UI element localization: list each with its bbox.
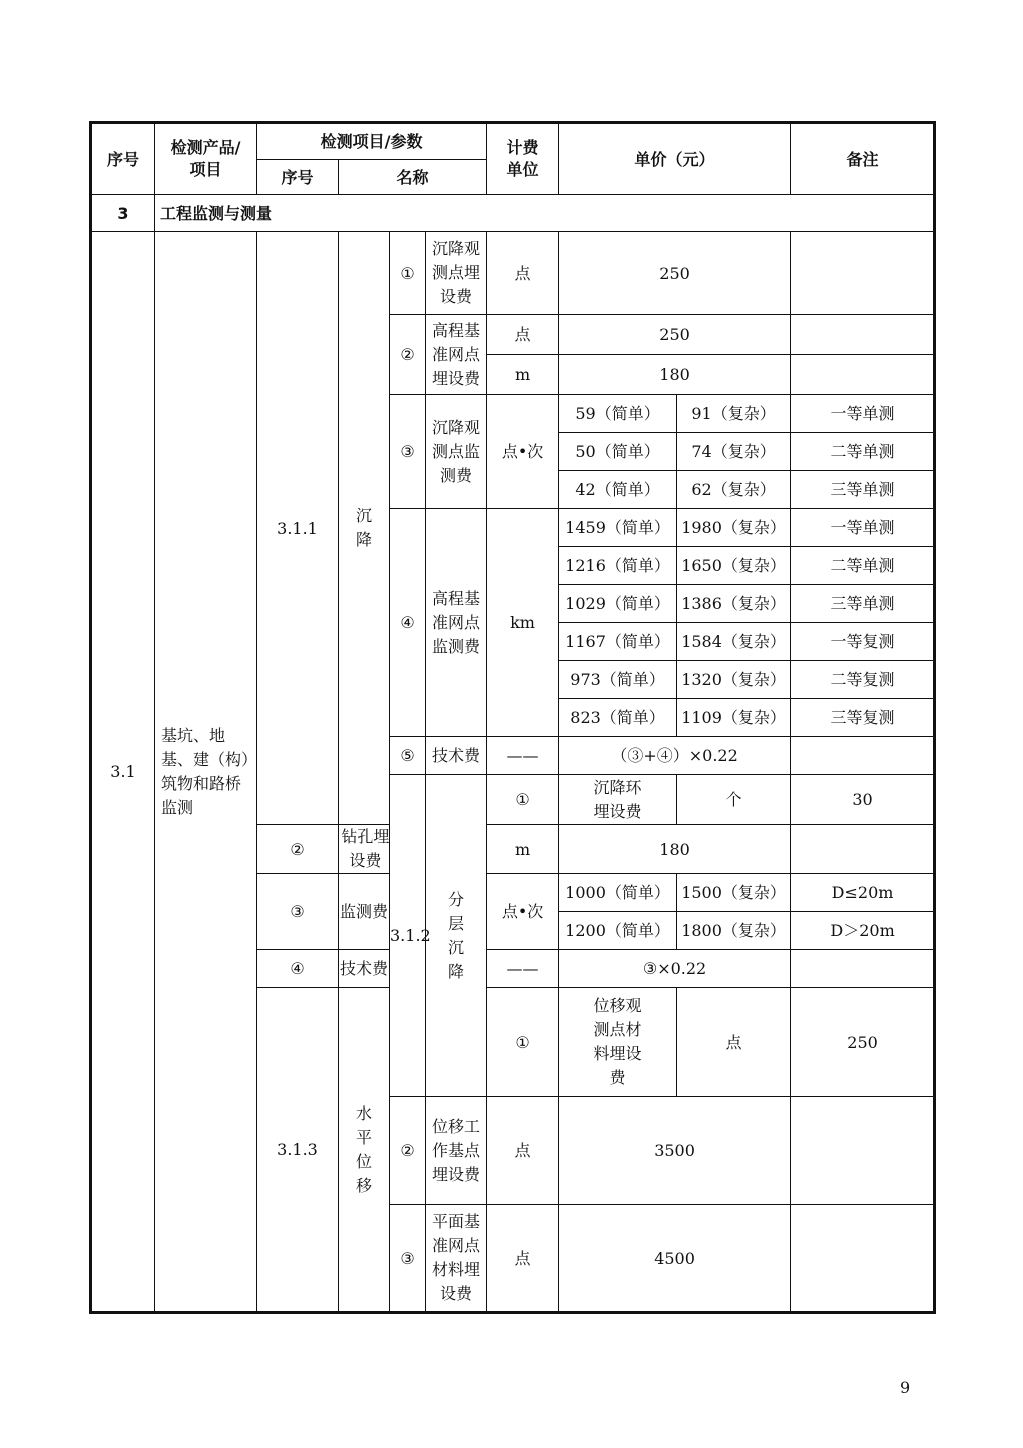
price-complex: 1650（复杂） [677, 547, 791, 585]
header-unit: 计费单位 [487, 123, 559, 195]
item-name: 监测费 [339, 874, 390, 950]
item-note [791, 315, 935, 355]
item-price: 250 [559, 232, 791, 315]
group-code-3-1-1: 3.1.1 [257, 232, 339, 825]
item-no: ③ [257, 874, 339, 950]
header-sub-seq: 序号 [257, 160, 339, 195]
category-seq: 3.1 [91, 232, 155, 1313]
category-name: 基坑、地基、建（构）筑物和路桥监测 [155, 232, 257, 1313]
price-complex: 62（复杂） [677, 471, 791, 509]
item-name: 高程基准网点监测费 [426, 509, 487, 737]
header-seq: 序号 [91, 123, 155, 195]
header-item-group: 检测项目/参数 [257, 123, 487, 160]
item-no: ② [390, 315, 426, 395]
header-note: 备注 [791, 123, 935, 195]
price-complex: 74（复杂） [677, 433, 791, 471]
item-unit: 个 [677, 775, 791, 825]
item-note: 二等复测 [791, 661, 935, 699]
price-simple: 973（简单） [559, 661, 677, 699]
item-note [791, 1097, 935, 1205]
item-name: 沉降观测点监测费 [426, 395, 487, 509]
price-simple: 1000（简单） [559, 874, 677, 912]
item-unit: m [487, 355, 559, 395]
price-complex: 1386（复杂） [677, 585, 791, 623]
section-title: 工程监测与测量 [155, 195, 935, 232]
price-simple: 50（简单） [559, 433, 677, 471]
price-complex: 1980（复杂） [677, 509, 791, 547]
price-simple: 59（简单） [559, 395, 677, 433]
item-price: ③×0.22 [559, 950, 791, 988]
item-unit: km [487, 509, 559, 737]
group-code-3-1-3: 3.1.3 [257, 988, 339, 1313]
price-simple: 1216（简单） [559, 547, 677, 585]
page-number: 9 [900, 1378, 911, 1397]
group-code-3-1-2: 3.1.2 [390, 775, 426, 1097]
item-note: D＞20m [791, 912, 935, 950]
group-name-3-1-1: 沉降 [339, 232, 390, 825]
item-name: 技术费 [339, 950, 390, 988]
item-no: ③ [390, 1205, 426, 1313]
item-note [791, 232, 935, 315]
item-unit: —— [487, 737, 559, 775]
item-price: 250 [559, 315, 791, 355]
item-no: ① [390, 232, 426, 315]
item-note: 三等复测 [791, 699, 935, 737]
item-note [791, 825, 935, 874]
item-price: 180 [559, 355, 791, 395]
price-simple: 1200（简单） [559, 912, 677, 950]
item-name: 位移观测点材料埋设费 [559, 988, 677, 1097]
item-note: 三等单测 [791, 471, 935, 509]
item-note: 二等单测 [791, 433, 935, 471]
item-name: 沉降观测点埋设费 [426, 232, 487, 315]
item-note: 二等单测 [791, 547, 935, 585]
item-note [791, 355, 935, 395]
item-note [791, 1205, 935, 1313]
item-note: 三等单测 [791, 585, 935, 623]
price-simple: 1029（简单） [559, 585, 677, 623]
item-price: 4500 [559, 1205, 791, 1313]
item-unit: 点 [487, 232, 559, 315]
item-price: （③+④）×0.22 [559, 737, 791, 775]
item-no: ② [390, 1097, 426, 1205]
item-unit: 点•次 [487, 395, 559, 509]
item-unit: 点 [487, 315, 559, 355]
price-complex: 1800（复杂） [677, 912, 791, 950]
price-complex: 1500（复杂） [677, 874, 791, 912]
item-price: 250 [791, 988, 935, 1097]
price-complex: 91（复杂） [677, 395, 791, 433]
item-name: 高程基准网点埋设费 [426, 315, 487, 395]
price-simple: 1459（简单） [559, 509, 677, 547]
price-simple: 42（简单） [559, 471, 677, 509]
group-name-3-1-3: 水平位移 [339, 988, 390, 1313]
item-unit: 点 [677, 988, 791, 1097]
item-no: ③ [390, 395, 426, 509]
price-simple: 823（简单） [559, 699, 677, 737]
header-price: 单价（元） [559, 123, 791, 195]
item-price: 30 [791, 775, 935, 825]
item-unit: m [487, 825, 559, 874]
item-no: ① [487, 775, 559, 825]
item-note: 一等复测 [791, 623, 935, 661]
item-note: 一等单测 [791, 509, 935, 547]
item-no: ⑤ [390, 737, 426, 775]
item-note [791, 737, 935, 775]
group-name-3-1-2: 分层沉降 [426, 775, 487, 1097]
item-name: 平面基准网点材料埋设费 [426, 1205, 487, 1313]
item-no: ② [257, 825, 339, 874]
item-name: 钻孔埋设费 [339, 825, 390, 874]
item-name: 位移工作基点埋设费 [426, 1097, 487, 1205]
header-product: 检测产品/项目 [155, 123, 257, 195]
item-no: ① [487, 988, 559, 1097]
item-note: 一等单测 [791, 395, 935, 433]
item-note [791, 950, 935, 988]
fee-table [89, 121, 936, 1314]
header-name: 名称 [339, 160, 487, 195]
item-unit: 点•次 [487, 874, 559, 950]
item-price: 180 [559, 825, 791, 874]
item-name: 技术费 [426, 737, 487, 775]
price-simple: 1167（简单） [559, 623, 677, 661]
price-complex: 1320（复杂） [677, 661, 791, 699]
section-seq: 3 [91, 195, 155, 232]
item-unit: 点 [487, 1097, 559, 1205]
item-note: D≤20m [791, 874, 935, 912]
item-unit: —— [487, 950, 559, 988]
item-no: ④ [257, 950, 339, 988]
price-complex: 1584（复杂） [677, 623, 791, 661]
price-complex: 1109（复杂） [677, 699, 791, 737]
item-unit: 点 [487, 1205, 559, 1313]
item-name: 沉降环埋设费 [559, 775, 677, 825]
item-price: 3500 [559, 1097, 791, 1205]
item-no: ④ [390, 509, 426, 737]
